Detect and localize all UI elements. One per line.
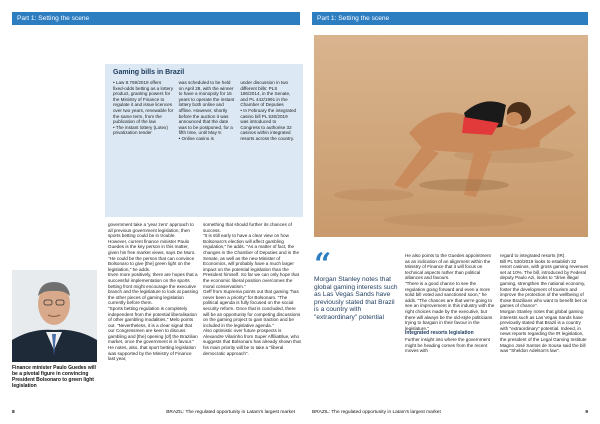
body-column-2 <box>203 222 301 356</box>
paragraph: government take a 'year zero' approach to all previous government legislation, then sports betting could be in trouble. <box>108 222 194 239</box>
paragraph: "There is a good chance to see the regulation going forward and even a more solid bill voted and sanctioned soon," he adds. "The chances are that we're going to see an improvement in this industry with the right choices made by the executive, but there will always be the old-style politicians trying to bargain in their favour in the legislature." <box>405 280 495 331</box>
body-column-4 <box>500 253 589 354</box>
footer-title-left: BRAZIL: The regulated opportunity in Latam's largest market <box>166 410 295 415</box>
sidebar-title: Gaming bills in Brazil <box>113 69 185 76</box>
paragraph: Also optimistic over future prospects is Alexandre Vilarinho from Super AffiliaBlue, who suggests that Bolsonaro has already shown that his main priority will be to take a "liberal democratic approach". <box>203 328 301 356</box>
paragraph: Further insight into where the government might be heading comes from the recent moves with <box>405 336 491 354</box>
sidebar-column-1: • Law 8.759/2019 offers fixed-odds betting as a lottery product, granting powers for the Ministry of Finance to regulate it and issue licences over two years, renewable for the same term, from the publication of the law • The instant lottery (Lotex) privatization tender <box>113 80 174 136</box>
paragraph: Even more positively, there are hopes that a successful implementation on the sports betting front might encourage the executive branch and the legislature to look at passing the other pieces of gaming legislation currently before them. <box>108 272 198 306</box>
paragraph: "It is still early to have a clear view on how Bolsonaro's election will affect gambling regulation," he adds. "As a matter of fact, the changes in the Chamber of Deputies and in the Senate, as well as the new Minister of Economics, will probably have a much larger impact on the potential legislation than the President himself. So far we can only hope that the economic liberal position overcomes the moral conservatism." <box>203 233 300 289</box>
page-number-right: 9 <box>585 410 588 415</box>
paragraph: However, current finance minister Paulo Guedes is the key person in this matter, given his free market views, says De Muro. "He could be the person that can convince Bolsonaro to give [the] green light on the legislation," he adds. <box>108 238 196 272</box>
paragraph: He notes, also, that sport betting legislation was supported by the Ministry of Finance last year, <box>108 345 196 362</box>
paragraph: He also points to the Guedes appointment as an indication of an alignment within the Ministry of Finance that it will focus on technical aspects rather than political alliances and favours. <box>405 253 491 281</box>
paragraph: "Sports betting regulation is completely independent from the potential liberalisation of other gambling modalities," Melo points out. "Nevertheless, it is a clear signal that our Congressmen are keen to discuss gambling and [the] opening [of] the Brazilian market, once the government is in favour." <box>108 305 198 345</box>
paulo-guedes-portrait <box>12 270 97 362</box>
beach-volleyball-photo <box>314 35 588 237</box>
footer-title-right: BRAZIL: The regulated opportunity in Latam's largest market <box>312 410 441 415</box>
subheading: Integrated resorts legislation <box>405 330 474 337</box>
section-header-right: Part 1: Setting the scene <box>312 12 588 25</box>
page-number-left: 8 <box>12 410 15 415</box>
section-header-left: Part 1: Setting the scene <box>12 12 300 25</box>
paragraph: something that should further its chances of success. <box>203 222 292 233</box>
portrait-caption: Finance minister Paulo Guedes will be a pivotal figure in convincing President Bolsonaro to green light legislation <box>12 365 96 389</box>
sidebar-column-2: was scheduled to be held on April 28, with the winner to have a monopoly for 15 years to operate the instant lottery both online and offline. However, shortly before the auction it was announced that the date was to be postponed, for a fifth time, until May 9. • Online casino is <box>178 80 235 141</box>
paragraph: Bill PL 530/2019 looks to establish 32 resort casinos, with gross gaming revenues set at 10%. The bill, introduced by Federal deputy Paulo Azi, looks to "drive illegal gaming, strengthen the national economy, foster the development of tourism and improve the protection of the wellbeing of those Brazilians who want to benefit bet on games of chance". <box>500 258 589 309</box>
paragraph: regard to integrated resorts (IR). <box>500 253 566 258</box>
body-column-1 <box>108 222 198 362</box>
sidebar-column-3: under discussion in two different bills: PLS 186/2014, in the Senate, and PL 442/1991 in the Chamber of Deputies • In February the integrated casino bill PL 530/2019 was introduced to Congress to authorise 32 casinos within integrated resorts across the country. <box>240 80 297 141</box>
gaming-bills-sidebar <box>105 64 303 217</box>
paragraph: Morgan Stanley notes that global gaming interests such as Las Vegas Sands have previously stated that Brazil is a country with "extraordinary" potential. Indeed, in news reports regarding the IR legislation, the president of the Legal Gaming Institute Magno José Santos de Sousa said the bill was "Sheldon Adelson's law". <box>500 308 587 354</box>
quote-mark-icon: “ <box>314 247 332 282</box>
body-column-3 <box>405 253 495 354</box>
pull-quote: Morgan Stanley notes that global gaming interests such as Las Vegas Sands have previously stated that Brazil is a country with "extraordinary" potential <box>314 276 398 321</box>
paragraph: Geff from Suprema points out that gaming "has never been a priority" for Bolsonaro. "The political agenda is fully focused on the social security reform. Once that is concluded, there will be an opportunity for competing discussions on the gaming project to gain traction and be included in the legislative agenda." <box>203 289 301 328</box>
